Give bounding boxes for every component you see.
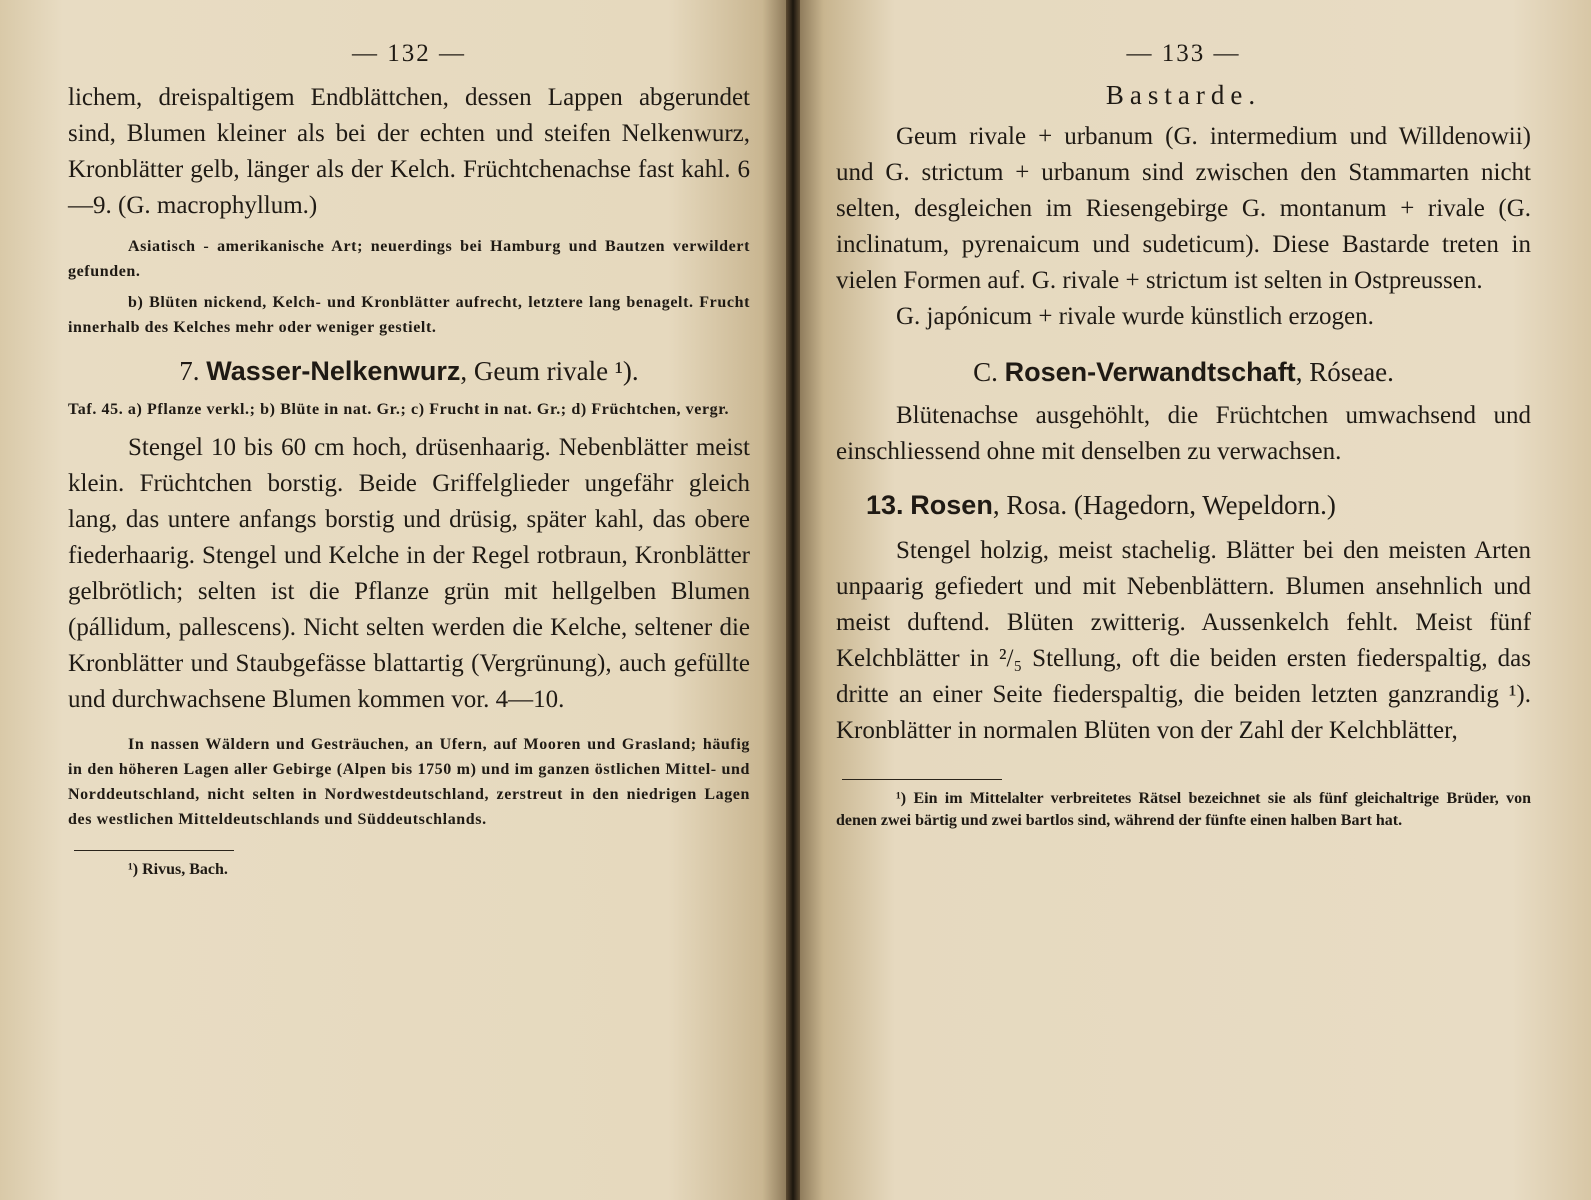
paragraph: G. japónicum + rivale wurde künstlich erzogen. <box>896 303 1374 330</box>
distribution-note: Asiatisch - amerikanische Art; neuerdings bei Hamburg und Bautzen verwildert gefunden. <box>68 238 750 280</box>
page-number: — 133 — <box>1126 40 1241 67</box>
species-description: Stengel 10 bis 60 cm hoch, drüsenhaarig. Nebenblätter meist klein. Früchtchen borstig. Beide Griffelglieder ungefähr gleich lang, das untere anfangs borstig und drüsig, später kahl, das obere fiederhaarig. Stengel und Kelche in der Regel rotbraun, Kronblätter gelbrötlich; selten ist die Pflanze grün mit hellgelben Blumen (pállidum, pallescens). Nicht selten werden die Kelche, seltener die Kronblätter und Staubgefässe blattartig (Vergrünung), auch gefüllte und durchwachsene Blumen kommen vor. 4—10. <box>68 434 750 713</box>
genus-name: Rosen <box>910 490 993 520</box>
paragraph: lichem, dreispaltigem Endblättchen, dessen Lappen abgerundet sind, Blumen kleiner als bei der echten und steifen Nelkenwurz, Kronblätter gelb, länger als der Kelch. Früchtchenachse fast kahl. 6—9. (G. macrophyllum.) <box>68 84 750 219</box>
genus-description: Stengel holzig, meist stachelig. Blätter bei den meisten Arten unpaarig gefiedert und mit Nebenblättern. Blumen ansehnlich und meist duftend. Blüten zwitterig. Aussenkelch fehlt. Meist fünf Kelchblätter in ²/₅ Stellung, oft die beiden ersten fiederspaltig, das dritte an einer Seite fiederspaltig, die beiden letzten ganzrandig ¹). Kronblätter in normalen Blüten von der Zahl der Kelchblätter, <box>836 537 1531 744</box>
species-name: Wasser-Nelkenwurz <box>206 356 461 386</box>
paragraph: Blütenachse ausgehöhlt, die Früchtchen umwachsend und einschliessend ohne mit denselben zu verwachsen. <box>836 402 1531 465</box>
genus-latin: , Rosa. (Hagedorn, Wepeldorn.) <box>992 490 1336 520</box>
section-title: Bastarde. <box>1105 80 1262 110</box>
page-number: — 132 — <box>352 40 466 67</box>
paragraph: Geum rivale + urbanum (G. intermedium und Willdenowii) und G. strictum + urbanum sind zwischen den Stammarten nicht selten, desgleichen im Riesengebirge G. montanum + rivale (G. inclinatum, pyrenaicum und sudeticum). Diese Bastarde treten in vielen Formen auf. G. rivale + strictum ist selten in Ostpreussen. <box>836 123 1531 294</box>
footnote: ¹) Rivus, Bach. <box>128 861 228 878</box>
family-letter: C. <box>973 357 998 387</box>
habitat-note: In nassen Wäldern und Gesträuchen, an Ufern, auf Mooren und Grasland; häufig in den höheren Lagen aller Gebirge (Alpen bis 1750 m) und im ganzen östlichen Mittel- und Norddeutschland, nicht selten in Nordwestdeutschland, zerstreut in den niedrigen Lagen des westlichen Mitteldeutschlands und Süddeutschlands. <box>68 736 750 828</box>
species-number: 7. <box>179 356 200 386</box>
footnote-rule <box>74 850 234 851</box>
genus-heading <box>866 490 1531 521</box>
family-name: Rosen-Verwandtschaft <box>1004 357 1296 387</box>
right-page <box>800 0 1591 1200</box>
species-latin: , Geum rivale ¹). <box>460 356 639 386</box>
plate-reference: Taf. 45. a) Pflanze verkl.; b) Blüte in nat. Gr.; c) Frucht in nat. Gr.; d) Früchtchen, vergr. <box>68 401 730 418</box>
left-page <box>0 0 786 1200</box>
family-latin: , Róseae. <box>1295 357 1394 387</box>
species-heading <box>68 356 750 387</box>
book-gutter <box>786 0 800 1200</box>
key-note: b) Blüten nickend, Kelch- und Kronblätter aufrecht, letztere lang benagelt. Frucht innerhalb des Kelches mehr oder weniger gestielt. <box>68 294 750 336</box>
footnote: ¹) Ein im Mittelalter verbreitetes Rätsel bezeichnet sie als fünf gleichaltrige Brüder, von denen zwei bärtig und zwei bartlos sind, während der fünfte einen halben Bart hat. <box>836 790 1531 829</box>
family-heading <box>836 357 1531 388</box>
genus-number: 13. <box>866 490 904 520</box>
footnote-rule <box>842 779 1002 780</box>
